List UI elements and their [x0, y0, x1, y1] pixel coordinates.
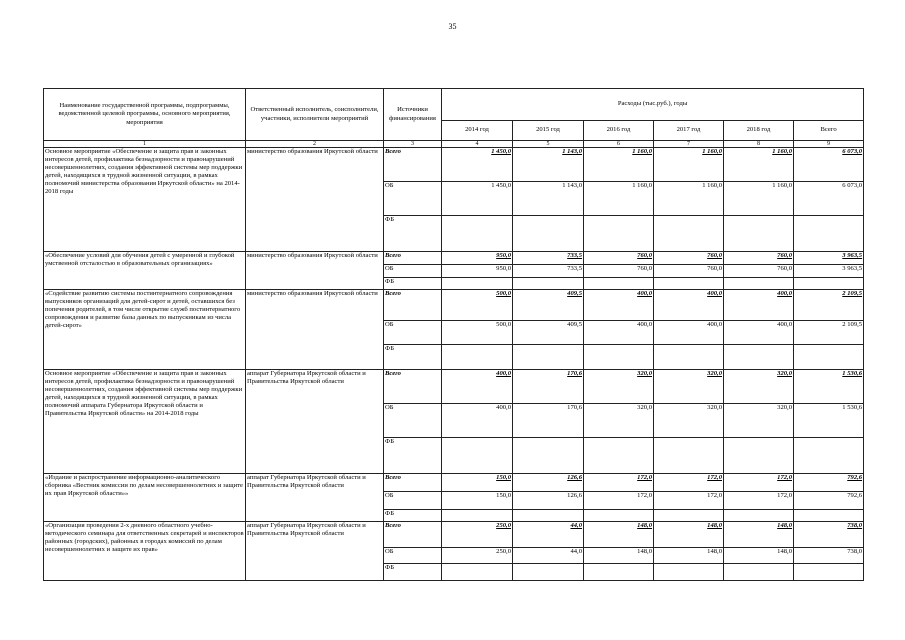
- amount-cell: 320,0: [584, 404, 654, 438]
- table-row: [44, 522, 864, 548]
- amount-total-cell: 792,6: [794, 492, 864, 510]
- column-number: 9: [794, 141, 864, 148]
- amount-cell: 760,0: [654, 252, 724, 265]
- table-row: [44, 370, 864, 404]
- column-number: 7: [654, 141, 724, 148]
- amount-cell: [654, 278, 724, 290]
- amount-cell: 733,5: [513, 252, 584, 265]
- amount-cell: 172,0: [724, 492, 794, 510]
- amount-total-cell: [794, 564, 864, 581]
- amount-cell: 500,0: [442, 321, 513, 345]
- amount-cell: 760,0: [584, 252, 654, 265]
- amount-total-cell: [794, 216, 864, 252]
- funding-source: Всего: [384, 252, 442, 265]
- amount-cell: 320,0: [584, 370, 654, 404]
- table-row: [44, 148, 864, 182]
- activity-name: «Содействие развитию системы постинтернатного сопровождения выпускников организаций для детей-сирот и детей, оставшихся без попечения родителей, в том числе открытие служб постинтернатного сопровождения и развитие базы данных по выпускникам из числа детей-сирот»: [44, 290, 246, 370]
- activity-executor: аппарат Губернатора Иркутской области и Правительства Иркутской области: [246, 370, 384, 474]
- header-year: 2018 год: [724, 121, 794, 141]
- amount-cell: [584, 510, 654, 522]
- amount-cell: [513, 278, 584, 290]
- funding-source: Всего: [384, 474, 442, 492]
- amount-cell: 320,0: [654, 370, 724, 404]
- amount-total-cell: 2 109,5: [794, 321, 864, 345]
- amount-cell: 148,0: [584, 548, 654, 564]
- budget-table: [43, 88, 864, 581]
- column-number: 5: [513, 141, 584, 148]
- amount-cell: 400,0: [584, 321, 654, 345]
- amount-cell: 170,6: [513, 404, 584, 438]
- page-number: 35: [448, 22, 457, 31]
- amount-cell: [584, 564, 654, 581]
- amount-cell: 400,0: [724, 321, 794, 345]
- table-row: [44, 290, 864, 321]
- funding-source: Всего: [384, 290, 442, 321]
- amount-cell: 400,0: [654, 290, 724, 321]
- funding-source: ОБ: [384, 321, 442, 345]
- activity-name: «Обеспечение условий для обучения детей с умеренной и глубокой умственной отсталостью в образовательных организациях»: [44, 252, 246, 290]
- funding-source: ОБ: [384, 492, 442, 510]
- funding-source: ФБ: [384, 510, 442, 522]
- activity-executor: аппарат Губернатора Иркутской области и Правительства Иркутской области: [246, 522, 384, 581]
- amount-cell: [724, 564, 794, 581]
- amount-cell: 1 160,0: [724, 182, 794, 216]
- amount-cell: 172,0: [584, 474, 654, 492]
- column-number: 2: [246, 141, 384, 148]
- amount-total-cell: 6 073,0: [794, 148, 864, 182]
- header-year: 2014 год: [442, 121, 513, 141]
- amount-cell: [513, 510, 584, 522]
- header-year: 2016 год: [584, 121, 654, 141]
- column-number: 1: [44, 141, 246, 148]
- activity-executor: министерство образования Иркутской области: [246, 252, 384, 290]
- amount-cell: 409,5: [513, 290, 584, 321]
- amount-cell: 760,0: [654, 265, 724, 278]
- amount-cell: [584, 438, 654, 474]
- column-number: 4: [442, 141, 513, 148]
- amount-cell: 170,6: [513, 370, 584, 404]
- amount-cell: 320,0: [724, 404, 794, 438]
- header-total: Всего: [794, 121, 864, 141]
- funding-source: ФБ: [384, 345, 442, 370]
- amount-total-cell: 792,6: [794, 474, 864, 492]
- header-name: Наименование государственной программы, подпрограммы, ведомственной целевой программы, основного мероприятия, мероприятия: [44, 89, 246, 141]
- amount-total-cell: 738,0: [794, 522, 864, 548]
- amount-cell: 760,0: [584, 265, 654, 278]
- amount-cell: 44,0: [513, 548, 584, 564]
- amount-total-cell: 1 530,6: [794, 370, 864, 404]
- amount-cell: [442, 438, 513, 474]
- amount-total-cell: 1 530,6: [794, 404, 864, 438]
- funding-source: ФБ: [384, 438, 442, 474]
- amount-cell: 1 160,0: [584, 148, 654, 182]
- amount-cell: 1 143,0: [513, 182, 584, 216]
- funding-source: ОБ: [384, 182, 442, 216]
- amount-cell: 126,6: [513, 474, 584, 492]
- amount-cell: [513, 216, 584, 252]
- amount-cell: 44,0: [513, 522, 584, 548]
- header-source: Источники финансирования: [384, 89, 442, 141]
- amount-total-cell: 3 963,5: [794, 252, 864, 265]
- activity-name: Основное мероприятие «Обеспечение и защита прав и законных интересов детей, профилактика безнадзорности и правонарушений несовершеннолетних, создания эффективной системы мер поддержки детей, находящихся в трудной жизненной ситуации, в рамках полномочий министерства образования Иркутской области» на 2014-2018 годы: [44, 148, 246, 252]
- amount-cell: [584, 345, 654, 370]
- amount-cell: 500,0: [442, 290, 513, 321]
- amount-cell: 148,0: [584, 522, 654, 548]
- amount-cell: 126,6: [513, 492, 584, 510]
- table-row: [44, 252, 864, 265]
- amount-cell: 320,0: [654, 404, 724, 438]
- amount-cell: [654, 216, 724, 252]
- amount-cell: [442, 216, 513, 252]
- amount-cell: 950,0: [442, 252, 513, 265]
- activity-name: Основное мероприятие «Обеспечение и защита прав и законных интересов детей, профилактика безнадзорности и правонарушений несовершеннолетних, создания эффективной системы мер поддержки детей, находящихся в трудной жизненной ситуации, в рамках полномочий аппарата Губернатора Иркутской области и Правительства Иркутской области» на 2014-2018 годы: [44, 370, 246, 474]
- amount-cell: 172,0: [654, 492, 724, 510]
- amount-cell: 150,0: [442, 474, 513, 492]
- funding-source: ФБ: [384, 216, 442, 252]
- amount-cell: 950,0: [442, 265, 513, 278]
- amount-total-cell: 738,0: [794, 548, 864, 564]
- amount-cell: [724, 278, 794, 290]
- header-year: 2015 год: [513, 121, 584, 141]
- amount-cell: 400,0: [724, 290, 794, 321]
- amount-cell: [584, 278, 654, 290]
- amount-cell: [442, 278, 513, 290]
- amount-cell: 1 160,0: [584, 182, 654, 216]
- column-number: 3: [384, 141, 442, 148]
- amount-cell: [442, 345, 513, 370]
- amount-cell: [724, 216, 794, 252]
- header-year: 2017 год: [654, 121, 724, 141]
- amount-total-cell: [794, 510, 864, 522]
- amount-cell: 760,0: [724, 265, 794, 278]
- amount-cell: [724, 438, 794, 474]
- amount-cell: [513, 438, 584, 474]
- amount-total-cell: 2 109,5: [794, 290, 864, 321]
- funding-source: Всего: [384, 370, 442, 404]
- activity-executor: аппарат Губернатора Иркутской области и Правительства Иркутской области: [246, 474, 384, 522]
- amount-cell: [654, 564, 724, 581]
- amount-cell: 733,5: [513, 265, 584, 278]
- amount-cell: [442, 564, 513, 581]
- table-body: [44, 148, 864, 581]
- funding-source: ОБ: [384, 404, 442, 438]
- amount-total-cell: 6 073,0: [794, 182, 864, 216]
- amount-cell: [654, 510, 724, 522]
- activity-name: «Издание и распространение информационно-аналитического сборника «Вестник комиссии по делам несовершеннолетних и защите их прав Иркутской области»»: [44, 474, 246, 522]
- amount-cell: 1 160,0: [654, 182, 724, 216]
- amount-cell: 1 160,0: [724, 148, 794, 182]
- activity-name: «Организация проведения 2-х дневного областного учебно-методического семинара для ответственных секретарей и инспекторов районных (городских), районных в городах комиссий по делам несовершеннолетних и защите их прав»: [44, 522, 246, 581]
- funding-source: ОБ: [384, 548, 442, 564]
- amount-total-cell: 3 963,5: [794, 265, 864, 278]
- activity-executor: министерство образования Иркутской области: [246, 148, 384, 252]
- amount-cell: 400,0: [442, 370, 513, 404]
- amount-cell: 320,0: [724, 370, 794, 404]
- amount-total-cell: [794, 278, 864, 290]
- funding-source: Всего: [384, 148, 442, 182]
- amount-cell: 1 450,0: [442, 148, 513, 182]
- amount-cell: [513, 564, 584, 581]
- funding-source: ОБ: [384, 265, 442, 278]
- amount-cell: 400,0: [584, 290, 654, 321]
- amount-cell: 148,0: [654, 548, 724, 564]
- amount-cell: 1 450,0: [442, 182, 513, 216]
- amount-cell: [584, 216, 654, 252]
- funding-source: Всего: [384, 522, 442, 548]
- amount-cell: [724, 510, 794, 522]
- header-executor: Ответственный исполнитель, соисполнители, участники, исполнители мероприятий: [246, 89, 384, 141]
- amount-cell: [442, 510, 513, 522]
- funding-source: ФБ: [384, 278, 442, 290]
- amount-cell: 148,0: [724, 522, 794, 548]
- column-number: 8: [724, 141, 794, 148]
- amount-cell: 250,0: [442, 548, 513, 564]
- amount-cell: [724, 345, 794, 370]
- amount-cell: 760,0: [724, 252, 794, 265]
- amount-cell: 148,0: [654, 522, 724, 548]
- header-expenses: Расходы (тыс.руб.), годы: [442, 89, 864, 121]
- amount-cell: 172,0: [584, 492, 654, 510]
- amount-cell: 150,0: [442, 492, 513, 510]
- amount-cell: 250,0: [442, 522, 513, 548]
- amount-cell: 400,0: [654, 321, 724, 345]
- amount-total-cell: [794, 438, 864, 474]
- amount-cell: 409,5: [513, 321, 584, 345]
- amount-cell: 1 160,0: [654, 148, 724, 182]
- activity-executor: министерство образования Иркутской области: [246, 290, 384, 370]
- amount-cell: 148,0: [724, 548, 794, 564]
- amount-cell: 400,0: [442, 404, 513, 438]
- column-number: 6: [584, 141, 654, 148]
- table-row: [44, 474, 864, 492]
- amount-cell: 172,0: [654, 474, 724, 492]
- amount-total-cell: [794, 345, 864, 370]
- funding-source: ФБ: [384, 564, 442, 581]
- amount-cell: 172,0: [724, 474, 794, 492]
- amount-cell: [513, 345, 584, 370]
- amount-cell: [654, 438, 724, 474]
- amount-cell: [654, 345, 724, 370]
- amount-cell: 1 143,0: [513, 148, 584, 182]
